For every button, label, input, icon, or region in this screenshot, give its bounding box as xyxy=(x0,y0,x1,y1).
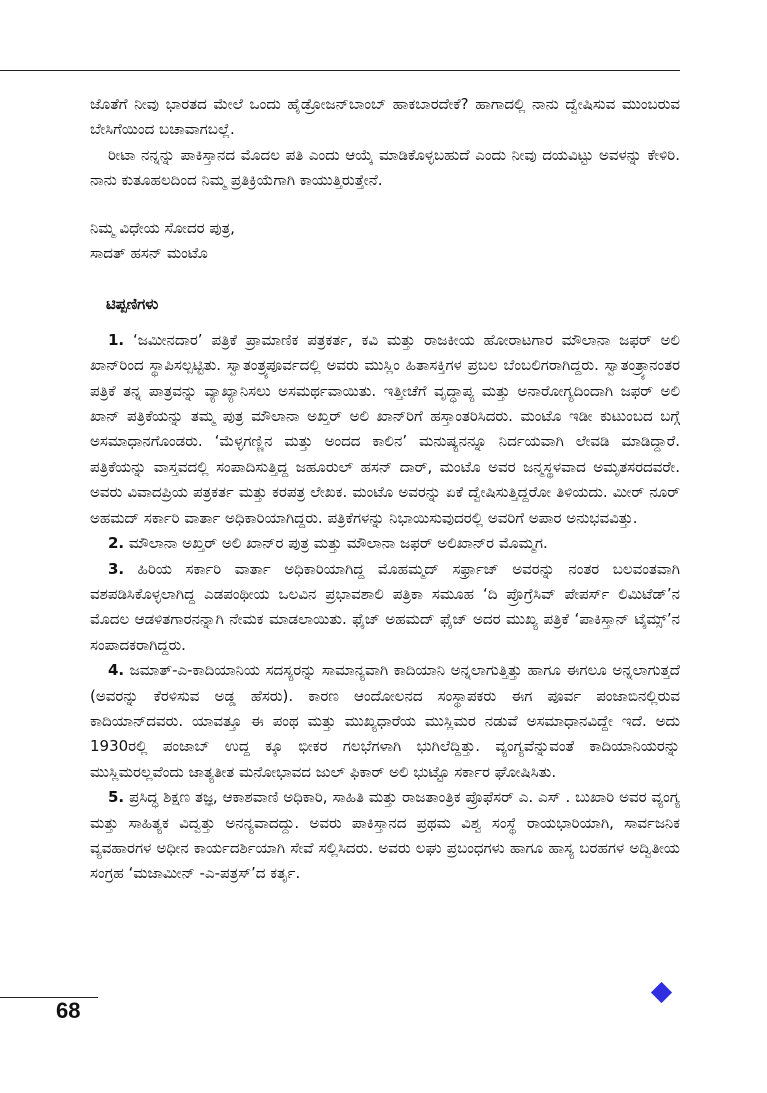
note-text: ಜಮಾತ್-ಎ-ಕಾದಿಯಾನಿಯ ಸದಸ್ಯರನ್ನು ಸಾಮಾನ್ಯವಾಗಿ ಕಾದಿಯಾನಿ ಅನ್ನಲಾಗುತ್ತಿತ್ತು ಹಾಗೂ ಈಗಲೂ ಅನ್ನಲಾಗುತ್ತದೆ (ಅವರನ್ನು ಕೆರಳಿಸುವ ಅಡ್ಡ ಹೆಸರು). ಕಾರಣ ಆಂದೋಲನದ ಸಂಸ್ಥಾಪಕರು ಈಗ ಪೂರ್ವ ಪಂಜಾಬಿನಲ್ಲಿರುವ ಕಾದಿಯಾನ್‌ದವರು. ಯಾವತ್ತೂ ಈ ಪಂಥ ಮತ್ತು ಮುಖ್ಯಧಾರೆಯ ಮುಸ್ಲಿಮರ ನಡುವೆ ಅಸಮಾಧಾನವಿದ್ದೇ ಇದೆ. ಅದು 1930ರಲ್ಲಿ ಪಂಜಾಬ್ ಉದ್ದ ಕ್ಕೂ ಭೀಕರ ಗಲಭೆಗಳಾಗಿ ಭುಗಿಲೆದ್ದಿತ್ತು. ವ್ಯಂಗ್ಯವೆನ್ನುವಂತೆ ಕಾದಿಯಾನಿಯರನ್ನು ಮುಸ್ಲಿಮರಲ್ಲವೆಂದು ಜಾತ್ಯತೀತ ಮನೋಭಾವದ ಜುಲ್ ಫಿಕಾರ್ ಅಲಿ ಭುಟ್ಟೊ ಸರ್ಕಾರ ಘೋಷಿಸಿತು. xyxy=(90,661,680,781)
note-item xyxy=(90,785,680,887)
note-number: 2. xyxy=(108,534,125,553)
note-item xyxy=(90,557,680,659)
note-number: 3. xyxy=(108,559,125,578)
note-text: ಮೌಲಾನಾ ಅಖ್ತರ್ ಅಲಿ ಖಾನ್‌ರ ಪುತ್ರ ಮತ್ತು ಮೌಲಾನಾ ಜಫರ್ ಅಲಿಖಾನ್‌ರ ಮೊಮ್ಮಗ. xyxy=(128,534,548,553)
page-number: 68 xyxy=(56,998,81,1023)
notes-heading: ಟಿಪ್ಪಣಿಗಳು xyxy=(106,295,159,314)
footer-rule xyxy=(0,997,98,998)
note-item xyxy=(90,531,680,556)
note-text: ‘ಜಮೀನದಾರ’ ಪತ್ರಿಕೆ ಪ್ರಾಮಾಣಿಕ ಪತ್ರಕರ್ತ, ಕವಿ ಮತ್ತು ರಾಜಕೀಯ ಹೋರಾಟಗಾರ ಮೌಲಾನಾ ಜಫರ್ ಅಲಿ ಖಾನ್‌ರಿಂದ ಸ್ಥಾಪಿಸಲ್ಪಟ್ಟಿತು. ಸ್ವಾತಂತ್ರ್ಯಪೂರ್ವದಲ್ಲಿ ಅವರು ಮುಸ್ಲಿಂ ಹಿತಾಸಕ್ತಿಗಳ ಪ್ರಬಲ ಬೆಂಬಲಿಗರಾಗಿದ್ದರು. ಸ್ವಾತಂತ್ರ್ಯಾನಂತರ ಪತ್ರಿಕೆ ತನ್ನ ಪಾತ್ರವನ್ನು ವ್ಯಾಖ್ಯಾನಿಸಲು ಅಸಮರ್ಥವಾಯಿತು. ಇತ್ತೀಚೆಗೆ ವೃದ್ಧಾಪ್ಯ ಮತ್ತು ಅನಾರೋಗ್ಯದಿಂದಾಗಿ ಜಫರ್ ಅಲಿ ಖಾನ್ ಪತ್ರಿಕೆಯನ್ನು ತಮ್ಮ ಪುತ್ರ ಮೌಲಾನಾ ಅಖ್ತರ್ ಅಲಿ ಖಾನ್‌ರಿಗೆ ಹಸ್ತಾಂತರಿಸಿದರು. ಮಂಟೊ ಇಡೀ ಕುಟುಂಬದ ಬಗ್ಗೆ ಅಸಮಾಧಾನಗೊಂಡರು. ‘ಮೆಳ್ಳಗಣ್ಣಿನ ಮತ್ತು ಅಂದದ ಕಾಲಿನ’ ಮನುಷ್ಯನನ್ನೂ ನಿರ್ದಯವಾಗಿ ಲೇವಡಿ ಮಾಡಿದ್ದಾರೆ. ಪತ್ರಿಕೆಯನ್ನು ವಾಸ್ತವದಲ್ಲಿ ಸಂಪಾದಿಸುತ್ತಿದ್ದ ಜಹೂರುಲ್ ಹಸನ್ ದಾರ್, ಮಂಟೊ ಅವರ ಜನ್ಮಸ್ಥಳವಾದ ಅಮೃತಸರದವರೇ. ಅವರು ವಿವಾದಪ್ರಿಯ ಪತ್ರಕರ್ತ ಮತ್ತು ಕರಪತ್ರ ಲೇಖಕ. ಮಂಟೊ ಅವರನ್ನು ಏಕೆ ದ್ವೇಷಿಸುತ್ತಿದ್ದರೋ ತಿಳಿಯದು. ಮೀರ್ ನೂರ್ ಅಹಮದ್ ಸರ್ಕಾರಿ ವಾರ್ತಾ ಅಧಿಕಾರಿಯಾಗಿದ್ದರು. ಪತ್ರಿಕೆಗಳನ್ನು ನಿಭಾಯಿಸುವುದರಲ್ಲಿ ಅವರಿಗೆ ಅಪಾರ ಅನುಭವವಿತ್ತು. xyxy=(90,330,680,527)
letter-closing: ನಿಮ್ಮ ವಿಧೇಯ ಸೋದರ ಪುತ್ರ, xyxy=(90,218,235,237)
note-number: 1. xyxy=(108,330,125,349)
diamond-ornament-icon xyxy=(651,982,672,1003)
note-text: ಹಿರಿಯ ಸರ್ಕಾರಿ ವಾರ್ತಾ ಅಧಿಕಾರಿಯಾಗಿದ್ದ ಮೊಹಮ್ಮದ್ ಸರ್ಫ್ರಾಜ್ ಅವರನ್ನು ನಂತರ ಬಲವಂತವಾಗಿ ವಶಪಡಿಸಿಕೊಳ್ಳಲಾಗಿದ್ದ ಎಡಪಂಥೀಯ ಒಲವಿನ ಪ್ರಭಾವಶಾಲಿ ಪತ್ರಿಕಾ ಸಮೂಹ ‘ದಿ ಪ್ರೊಗ್ರೆಸಿವ್ ಪೇಪರ್ಸ್ ಲಿಮಿಟೆಡ್’ನ ಮೊದಲ ಆಡಳಿತಗಾರನನ್ನಾಗಿ ನೇಮಕ ಮಾಡಲಾಯಿತು. ಫೈಜ್ ಅಹಮದ್ ಫೈಜ್ ಅದರ ಮುಖ್ಯ ಪತ್ರಿಕೆ ‘ಪಾಕಿಸ್ತಾನ್ ಟೈಮ್ಸ್’ನ ಸಂಪಾದಕರಾಗಿದ್ದರು. xyxy=(90,559,680,654)
note-item xyxy=(90,658,680,785)
letter-signature: ಸಾದತ್ ಹಸನ್ ಮಂಟೊ xyxy=(90,244,208,263)
note-item xyxy=(90,328,680,531)
letter-paragraph: ಜೊತೆಗೆ ನೀವು ಭಾರತದ ಮೇಲೆ ಒಂದು ಹೈಡ್ರೋಜನ್‌ಬಾಂಬ್ ಹಾಕಬಾರದೇಕೆ? ಹಾಗಾದಲ್ಲಿ ನಾನು ದ್ವೇಷಿಸುವ ಮುಂಬರುವ ಬೇಸಿಗೆಯಿಂದ ಬಚಾವಾಗಬಲ್ಲೆ. xyxy=(90,95,680,139)
header-rule xyxy=(0,70,680,71)
page-body xyxy=(90,92,680,887)
note-number: 4. xyxy=(108,661,125,680)
note-number: 5. xyxy=(108,788,125,807)
letter-paragraph: ರೀಟಾ ನನ್ನನ್ನು ಪಾಕಿಸ್ತಾನದ ಮೊದಲ ಪತಿ ಎಂದು ಆಯ್ಕೆ ಮಾಡಿಕೊಳ್ಳಬಹುದೆ ಎಂದು ನೀವು ದಯವಿಟ್ಟು ಅವಳನ್ನು ಕೇಳಿರಿ. ನಾನು ಕುತೂಹಲದಿಂದ ನಿಮ್ಮ ಪ್ರತಿಕ್ರಿಯೆಗಾಗಿ ಕಾಯುತ್ತಿರುತ್ತೇನೆ. xyxy=(90,145,680,190)
note-text: ಪ್ರಸಿದ್ಧ ಶಿಕ್ಷಣ ತಜ್ಞ, ಆಕಾಶವಾಣಿ ಅಧಿಕಾರಿ, ಸಾಹಿತಿ ಮತ್ತು ರಾಜತಾಂತ್ರಿಕ ಪ್ರೊಫೆಸರ್ ಎ. ಎಸ್ . ಬುಖಾರಿ ಅವರ ವ್ಯಂಗ್ಯ ಮತ್ತು ಸಾಹಿತ್ಯಕ ವಿದ್ವತ್ತು ಅನನ್ಯವಾದದ್ದು. ಅವರು ಪಾಕಿಸ್ತಾನದ ಪ್ರಥಮ ವಿಶ್ವ ಸಂಸ್ಥೆ ರಾಯಭಾರಿಯಾಗಿ, ಸಾರ್ವಜನಿಕ ವ್ಯವಹಾರಗಳ ಅಧೀನ ಕಾರ್ಯದರ್ಶಿಯಾಗಿ ಸೇವೆ ಸಲ್ಲಿಸಿದರು. ಅವರು ಲಘು ಪ್ರಬಂಧಗಳು ಹಾಗೂ ಹಾಸ್ಯ ಬರಹಗಳ ಅದ್ವಿತೀಯ ಸಂಗ್ರಹ ‘ಮಜಾಮೀನ್ -ಎ-ಪತ್ರಸ್’ದ ಕರ್ತೃ. xyxy=(90,788,680,883)
